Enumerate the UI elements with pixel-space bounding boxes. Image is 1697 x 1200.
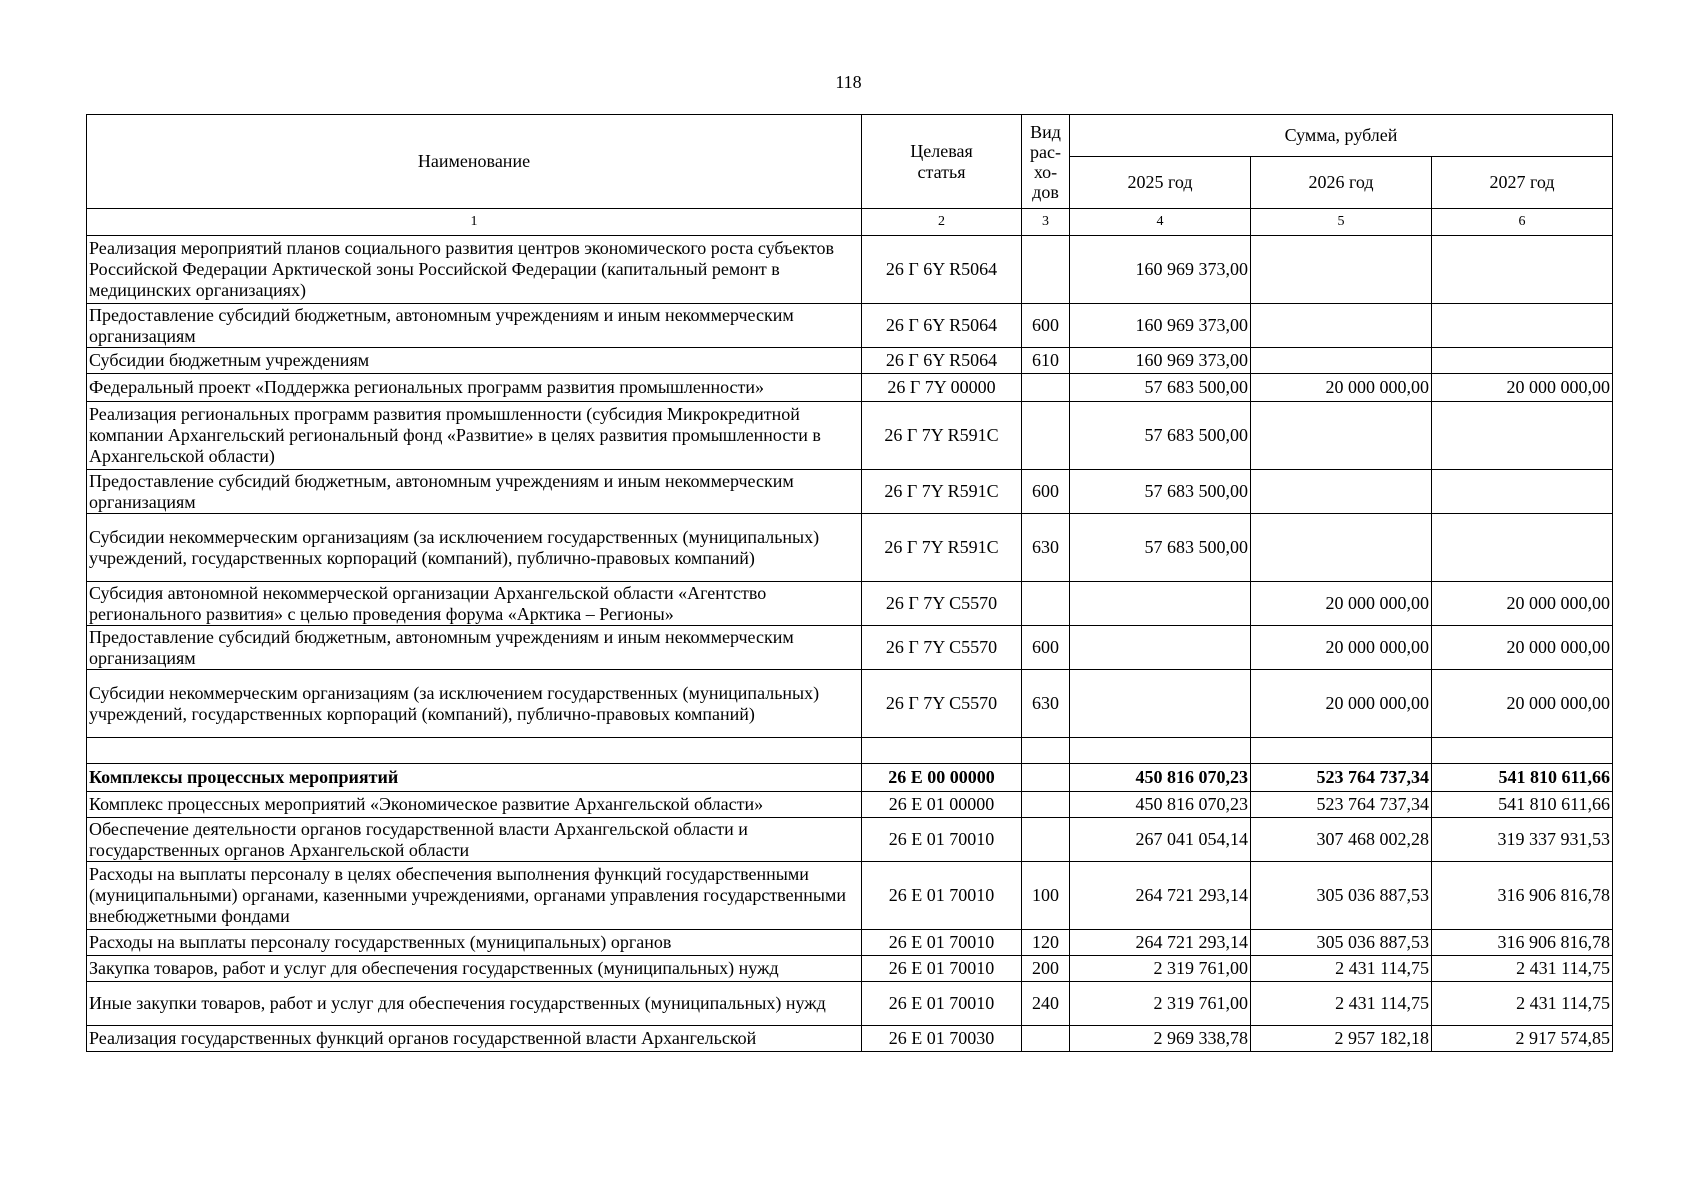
row-2027 (1432, 402, 1613, 470)
row-code: 26 Г 7Y R591C (862, 470, 1022, 514)
row-code (862, 738, 1022, 764)
row-2025 (1070, 670, 1251, 738)
row-code: 26 Е 01 70010 (862, 862, 1022, 930)
row-2025 (1070, 626, 1251, 670)
row-vid: 600 (1022, 626, 1070, 670)
row-2026 (1251, 304, 1432, 348)
table-row (87, 956, 1613, 982)
row-vid (1022, 738, 1070, 764)
row-2027: 2 917 574,85 (1432, 1026, 1613, 1052)
col-number: 3 (1022, 209, 1070, 236)
row-code: 26 Г 7Y R591C (862, 402, 1022, 470)
row-code: 26 Е 01 70010 (862, 818, 1022, 862)
table-row (87, 402, 1613, 470)
row-2026 (1251, 738, 1432, 764)
table-row (87, 514, 1613, 582)
table-row (87, 818, 1613, 862)
row-name: Комплексы процессных мероприятий (87, 764, 862, 792)
row-vid: 200 (1022, 956, 1070, 982)
col-number: 6 (1432, 209, 1613, 236)
row-2025: 160 969 373,00 (1070, 236, 1251, 304)
row-2027: 20 000 000,00 (1432, 670, 1613, 738)
row-2027: 20 000 000,00 (1432, 374, 1613, 402)
table-row (87, 792, 1613, 818)
row-name: Реализация государственных функций органов государственной власти Архангельской (87, 1026, 862, 1052)
row-vid: 610 (1022, 348, 1070, 374)
row-2027: 2 431 114,75 (1432, 956, 1613, 982)
row-code: 26 Е 01 00000 (862, 792, 1022, 818)
row-2027 (1432, 514, 1613, 582)
row-vid (1022, 792, 1070, 818)
row-2026: 20 000 000,00 (1251, 374, 1432, 402)
row-2027: 316 906 816,78 (1432, 930, 1613, 956)
row-name: Обеспечение деятельности органов государственной власти Архангельской области и государственных органов Архангельской области (87, 818, 862, 862)
row-name: Предоставление субсидий бюджетным, автономным учреждениям и иным некоммерческим организациям (87, 304, 862, 348)
row-2025: 450 816 070,23 (1070, 792, 1251, 818)
row-vid (1022, 764, 1070, 792)
table-row (87, 582, 1613, 626)
row-2026 (1251, 236, 1432, 304)
row-vid: 630 (1022, 514, 1070, 582)
header-vid: Вид рас- хо- дов (1022, 115, 1070, 209)
table-row (87, 374, 1613, 402)
row-2025: 2 319 761,00 (1070, 982, 1251, 1026)
row-2025: 450 816 070,23 (1070, 764, 1251, 792)
row-code: 26 Г 7Y 00000 (862, 374, 1022, 402)
row-2025: 267 041 054,14 (1070, 818, 1251, 862)
row-2025: 57 683 500,00 (1070, 470, 1251, 514)
table-body (87, 236, 1613, 1052)
row-vid: 600 (1022, 304, 1070, 348)
row-2026 (1251, 470, 1432, 514)
row-2025: 57 683 500,00 (1070, 402, 1251, 470)
row-name: Реализация региональных программ развития промышленности (субсидия Микрокредитной компании Архангельский региональный фонд «Развитие» в целях развития промышленности в Архангельской области) (87, 402, 862, 470)
table-row (87, 626, 1613, 670)
row-2027: 319 337 931,53 (1432, 818, 1613, 862)
table-row (87, 470, 1613, 514)
row-name: Субсидия автономной некоммерческой организации Архангельской области «Агентство регионального развития» с целью проведения форума «Арктика – Регионы» (87, 582, 862, 626)
row-name: Субсидии некоммерческим организациям (за исключением государственных (муниципальных) учреждений, государственных корпораций (компаний), публично-правовых компаний) (87, 514, 862, 582)
row-name (87, 738, 862, 764)
row-vid: 120 (1022, 930, 1070, 956)
row-name: Расходы на выплаты персоналу в целях обеспечения выполнения функций государственными (муниципальными) органами, казенными учреждениями, органами управления государственными внебюджетными фондами (87, 862, 862, 930)
row-2027: 20 000 000,00 (1432, 626, 1613, 670)
row-2025 (1070, 582, 1251, 626)
header-year-2026: 2026 год (1251, 157, 1432, 209)
row-2026 (1251, 348, 1432, 374)
row-2025: 57 683 500,00 (1070, 514, 1251, 582)
row-2027: 2 431 114,75 (1432, 982, 1613, 1026)
col-number: 5 (1251, 209, 1432, 236)
row-code: 26 Е 01 70010 (862, 956, 1022, 982)
header-name: Наименование (87, 115, 862, 209)
row-2025: 264 721 293,14 (1070, 930, 1251, 956)
row-code: 26 Е 01 70010 (862, 930, 1022, 956)
table-row (87, 236, 1613, 304)
table-row (87, 764, 1613, 792)
row-name: Расходы на выплаты персоналу государственных (муниципальных) органов (87, 930, 862, 956)
row-vid (1022, 1026, 1070, 1052)
row-vid: 240 (1022, 982, 1070, 1026)
row-vid (1022, 402, 1070, 470)
row-2025: 2 969 338,78 (1070, 1026, 1251, 1052)
table-row (87, 304, 1613, 348)
row-2026: 20 000 000,00 (1251, 670, 1432, 738)
row-2026: 20 000 000,00 (1251, 582, 1432, 626)
row-2027: 541 810 611,66 (1432, 764, 1613, 792)
table-row (87, 738, 1613, 764)
row-code: 26 Е 01 70030 (862, 1026, 1022, 1052)
row-2026: 305 036 887,53 (1251, 930, 1432, 956)
row-name: Предоставление субсидий бюджетным, автономным учреждениям и иным некоммерческим организациям (87, 626, 862, 670)
header-sum: Сумма, рублей (1070, 115, 1613, 157)
row-2025 (1070, 738, 1251, 764)
row-name: Закупка товаров, работ и услуг для обеспечения государственных (муниципальных) нужд (87, 956, 862, 982)
column-numbers-row (87, 209, 1613, 236)
row-2026: 523 764 737,34 (1251, 792, 1432, 818)
row-code: 26 Г 7Y R591C (862, 514, 1022, 582)
row-vid: 100 (1022, 862, 1070, 930)
row-name: Субсидии некоммерческим организациям (за исключением государственных (муниципальных) учреждений, государственных корпораций (компаний), публично-правовых компаний) (87, 670, 862, 738)
row-vid (1022, 582, 1070, 626)
row-name: Субсидии бюджетным учреждениям (87, 348, 862, 374)
table-row (87, 862, 1613, 930)
row-name: Реализация мероприятий планов социального развития центров экономического роста субъектов Российской Федерации Арктической зоны Российской Федерации (капитальный ремонт в медицинских организациях) (87, 236, 862, 304)
row-2027 (1432, 236, 1613, 304)
row-2026: 2 431 114,75 (1251, 982, 1432, 1026)
row-code: 26 Е 01 70010 (862, 982, 1022, 1026)
row-2026: 2 957 182,18 (1251, 1026, 1432, 1052)
row-vid: 630 (1022, 670, 1070, 738)
row-2027 (1432, 348, 1613, 374)
row-vid: 600 (1022, 470, 1070, 514)
row-vid (1022, 236, 1070, 304)
page-number: 118 (835, 72, 862, 92)
col-number: 2 (862, 209, 1022, 236)
row-2027 (1432, 304, 1613, 348)
row-code: 26 Г 7Y C5570 (862, 670, 1022, 738)
header-code-line1: Целевая (910, 140, 973, 161)
table-row (87, 1026, 1613, 1052)
row-name: Федеральный проект «Поддержка региональных программ развития промышленности» (87, 374, 862, 402)
row-2025: 2 319 761,00 (1070, 956, 1251, 982)
row-name: Иные закупки товаров, работ и услуг для обеспечения государственных (муниципальных) нужд (87, 982, 862, 1026)
row-name: Предоставление субсидий бюджетным, автономным учреждениям и иным некоммерческим организациям (87, 470, 862, 514)
row-2027: 316 906 816,78 (1432, 862, 1613, 930)
header-year-2025: 2025 год (1070, 157, 1251, 209)
row-code: 26 Г 7Y C5570 (862, 626, 1022, 670)
col-number: 4 (1070, 209, 1251, 236)
table-row (87, 670, 1613, 738)
table-row (87, 930, 1613, 956)
row-vid (1022, 818, 1070, 862)
col-number: 1 (87, 209, 862, 236)
header-code-line2: статья (917, 161, 966, 182)
row-2027 (1432, 738, 1613, 764)
table-row (87, 982, 1613, 1026)
row-2027: 541 810 611,66 (1432, 792, 1613, 818)
row-2027 (1432, 470, 1613, 514)
row-vid (1022, 374, 1070, 402)
row-2026: 305 036 887,53 (1251, 862, 1432, 930)
row-2026 (1251, 514, 1432, 582)
row-code: 26 Г 6Y R5064 (862, 348, 1022, 374)
row-2025: 57 683 500,00 (1070, 374, 1251, 402)
budget-table (86, 114, 1613, 1052)
row-2025: 264 721 293,14 (1070, 862, 1251, 930)
row-code: 26 Е 00 00000 (862, 764, 1022, 792)
row-2025: 160 969 373,00 (1070, 304, 1251, 348)
row-2026 (1251, 402, 1432, 470)
row-code: 26 Г 6Y R5064 (862, 304, 1022, 348)
header-year-2027: 2027 год (1432, 157, 1613, 209)
row-2027: 20 000 000,00 (1432, 582, 1613, 626)
row-code: 26 Г 7Y C5570 (862, 582, 1022, 626)
row-2026: 20 000 000,00 (1251, 626, 1432, 670)
row-2026: 2 431 114,75 (1251, 956, 1432, 982)
row-2025: 160 969 373,00 (1070, 348, 1251, 374)
table-row (87, 348, 1613, 374)
row-2026: 307 468 002,28 (1251, 818, 1432, 862)
header-code (862, 115, 1022, 209)
row-2026: 523 764 737,34 (1251, 764, 1432, 792)
row-name: Комплекс процессных мероприятий «Экономическое развитие Архангельской области» (87, 792, 862, 818)
row-code: 26 Г 6Y R5064 (862, 236, 1022, 304)
